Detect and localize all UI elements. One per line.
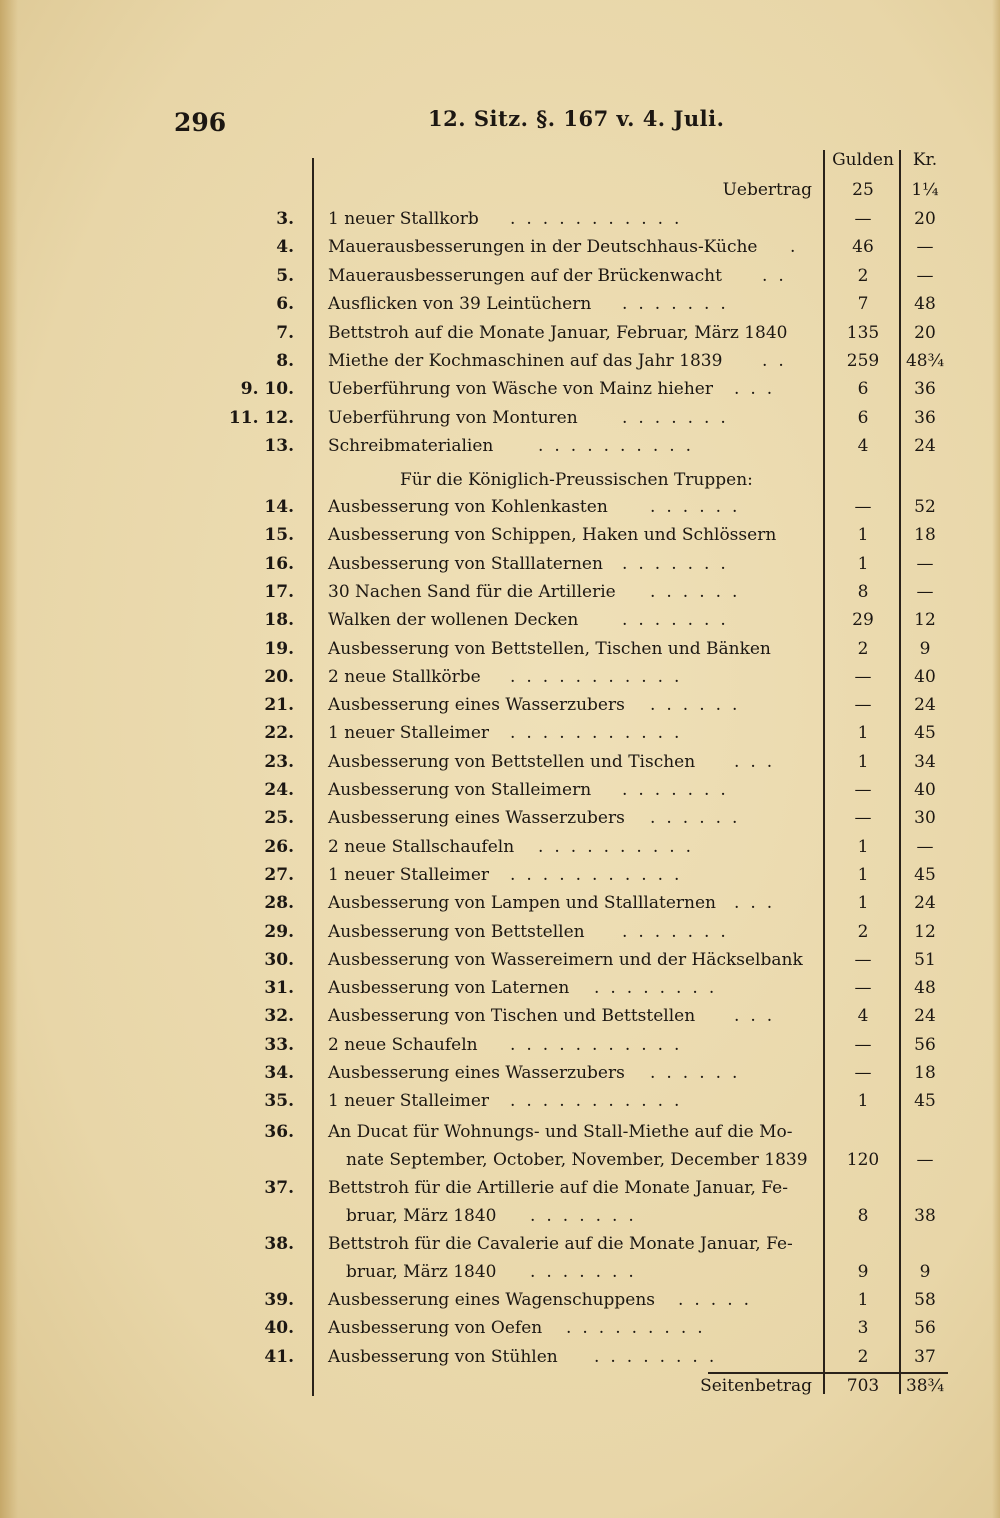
leader-dots: ... xyxy=(734,751,784,772)
item-description: Ueberführung von Monturen xyxy=(328,407,578,428)
item-description: Schreibmaterialien xyxy=(328,436,494,457)
leader-dots: .. xyxy=(762,265,795,286)
kreuzer-value: 40 xyxy=(914,780,936,800)
gulden-value: — xyxy=(854,978,872,999)
kreuzer-value: 38 xyxy=(914,1206,936,1226)
item-description: Bettstroh auf die Monate Januar, Februar, März 1840 xyxy=(328,322,788,343)
gulden-value: 1 xyxy=(857,1091,869,1112)
item-number: 32. xyxy=(264,1006,294,1027)
item-description: Ausbesserung eines Wasserzubers xyxy=(328,808,625,829)
leader-dots: ....... xyxy=(622,780,737,800)
gulden-value: 7 xyxy=(857,294,869,315)
leader-dots: ....... xyxy=(622,921,737,942)
item-number: 18. xyxy=(264,610,294,631)
gulden-value: — xyxy=(854,497,872,517)
item-description: Ueberführung von Wäsche von Mainz hieher xyxy=(328,379,713,400)
item-number: 24. xyxy=(264,780,294,800)
table-row xyxy=(0,695,1000,723)
gulden-value: 1 xyxy=(857,864,869,885)
leader-dots: ........... xyxy=(510,1034,691,1055)
leader-dots: ....... xyxy=(622,610,737,631)
kreuzer-value: 9 xyxy=(919,638,931,659)
gulden-value: 9 xyxy=(857,1262,869,1282)
item-number: 37. xyxy=(264,1178,294,1198)
item-description: 2 neue Schaufeln xyxy=(328,1034,478,1055)
table-row xyxy=(0,922,1000,950)
gulden-value: 29 xyxy=(852,610,874,631)
kreuzer-value: — xyxy=(916,553,934,574)
table-row xyxy=(0,436,1000,464)
leader-dots: ...... xyxy=(650,581,749,602)
gulden-value: 1 xyxy=(857,1290,869,1310)
kreuzer-value: 48 xyxy=(914,294,936,315)
gulden-value: — xyxy=(854,1063,872,1083)
item-description: Ausbesserung von Schippen, Haken und Schlössern xyxy=(328,525,777,546)
leader-dots: ....... xyxy=(622,407,737,428)
gulden-value: 6 xyxy=(857,407,869,428)
leader-dots: ........... xyxy=(510,723,691,744)
page-total-label: Seitenbetrag xyxy=(700,1376,812,1396)
table-row xyxy=(0,978,1000,1006)
gulden-value: 120 xyxy=(846,1150,880,1170)
table-row xyxy=(0,1234,1000,1262)
item-description: Ausbesserung von Bettstellen xyxy=(328,921,585,942)
leader-dots: ........... xyxy=(510,666,691,687)
table-row xyxy=(0,1290,1000,1318)
gulden-value: — xyxy=(854,695,872,716)
item-description: Ausbesserung von Laternen xyxy=(328,978,570,999)
item-description: 2 neue Stallschaufeln xyxy=(328,836,515,857)
item-description: Ausflicken von 39 Leintüchern xyxy=(328,294,592,315)
table-row xyxy=(0,808,1000,836)
item-number: 16. xyxy=(264,553,294,574)
gulden-value: 6 xyxy=(857,379,869,400)
leader-dots: ....... xyxy=(530,1206,645,1226)
item-number: 3. xyxy=(276,209,294,229)
item-number: 35. xyxy=(264,1091,294,1112)
leader-dots: . xyxy=(790,237,807,258)
carry-over-amounts xyxy=(0,180,1000,208)
kreuzer-value: 48¾ xyxy=(905,351,945,371)
kreuzer-value: — xyxy=(916,265,934,286)
leader-dots: ........... xyxy=(510,864,691,885)
leader-dots: ... xyxy=(734,1006,784,1027)
leader-dots: .......... xyxy=(538,836,703,857)
leader-dots: ..... xyxy=(678,1290,761,1310)
item-number: 30. xyxy=(264,949,294,970)
section-heading: Für die Königlich-Preussischen Truppen: xyxy=(400,470,753,490)
item-description: nate September, October, November, December 1839 xyxy=(346,1150,808,1170)
kreuzer-value: — xyxy=(916,581,934,602)
item-description: 1 neuer Stalleimer xyxy=(328,1091,490,1112)
table-row xyxy=(0,554,1000,582)
leader-dots: ...... xyxy=(650,695,749,716)
item-description: Mauerausbesserungen in der Deutschhaus-Küche xyxy=(328,237,758,258)
gulden-value: 2 xyxy=(857,1346,869,1367)
item-number: 33. xyxy=(264,1034,294,1055)
item-description: Ausbesserung von Kohlenkasten xyxy=(328,497,608,517)
carry-over-label: Uebertrag xyxy=(722,180,812,200)
item-description: Ausbesserung von Tischen und Bettstellen xyxy=(328,1006,696,1027)
gulden-value: — xyxy=(854,780,872,800)
kreuzer-value: 34 xyxy=(914,751,936,772)
table-row xyxy=(0,950,1000,978)
item-description: Mauerausbesserungen auf der Brückenwacht xyxy=(328,265,722,286)
item-number: 41. xyxy=(264,1346,294,1367)
kreuzer-value: 1¼ xyxy=(911,180,939,200)
leader-dots: ....... xyxy=(530,1262,645,1282)
kreuzer-value: 37 xyxy=(914,1346,936,1367)
table-row xyxy=(0,1347,1000,1375)
running-head: 12. Sitz. §. 167 v. 4. Juli. xyxy=(428,106,725,131)
table-row xyxy=(0,780,1000,808)
item-number: 25. xyxy=(264,808,294,829)
table-row xyxy=(0,1063,1000,1091)
table-row xyxy=(0,865,1000,893)
item-number: 11. 12. xyxy=(228,407,294,428)
item-number: 31. xyxy=(264,978,294,999)
item-number: 40. xyxy=(264,1318,294,1339)
item-description: 1 neuer Stalleimer xyxy=(328,723,490,744)
kreuzer-value: 48 xyxy=(914,978,936,999)
leader-dots: ...... xyxy=(650,497,749,517)
item-description: bruar, März 1840 xyxy=(346,1262,497,1282)
kreuzer-value: 51 xyxy=(914,949,936,970)
leader-dots: ... xyxy=(734,893,784,914)
kreuzer-value: 56 xyxy=(914,1318,936,1339)
kreuzer-value: 24 xyxy=(914,436,936,457)
gulden-value: 8 xyxy=(857,1206,869,1226)
table-row-continuation xyxy=(0,1150,1000,1178)
table-row xyxy=(0,323,1000,351)
gulden-value: — xyxy=(854,1034,872,1055)
kreuzer-value: 20 xyxy=(914,322,936,343)
item-description: Ausbesserung von Stalleimern xyxy=(328,780,592,800)
item-number: 39. xyxy=(264,1290,294,1310)
item-number: 19. xyxy=(264,638,294,659)
kreuzer-value: 24 xyxy=(914,695,936,716)
kreuzer-column-header: Kr. xyxy=(912,150,938,170)
kreuzer-value: 12 xyxy=(914,610,936,631)
table-row xyxy=(0,752,1000,780)
item-number: 22. xyxy=(264,723,294,744)
table-row xyxy=(0,837,1000,865)
item-description: 30 Nachen Sand für die Artillerie xyxy=(328,581,616,602)
item-number: 20. xyxy=(264,666,294,687)
item-number: 6. xyxy=(276,294,294,315)
table-row xyxy=(0,893,1000,921)
leader-dots: ....... xyxy=(622,553,737,574)
item-description: 2 neue Stallkörbe xyxy=(328,666,481,687)
item-number: 9. 10. xyxy=(240,379,294,400)
item-description: Ausbesserung eines Wagenschuppens xyxy=(328,1290,656,1310)
kreuzer-value: — xyxy=(916,237,934,258)
kreuzer-value: 24 xyxy=(914,1006,936,1027)
table-row xyxy=(0,582,1000,610)
gulden-value: 1 xyxy=(857,836,869,857)
item-description: Ausbesserung von Stalllaternen xyxy=(328,553,603,574)
gulden-value: 2 xyxy=(857,265,869,286)
leader-dots: ...... xyxy=(650,808,749,829)
item-number: 8. xyxy=(276,351,294,371)
table-row xyxy=(0,294,1000,322)
item-number: 14. xyxy=(264,497,294,517)
gulden-value: 8 xyxy=(857,581,869,602)
table-row xyxy=(0,1091,1000,1119)
item-description: Ausbesserung von Oefen xyxy=(328,1318,543,1339)
item-description: Miethe der Kochmaschinen auf das Jahr 1839 xyxy=(328,351,723,371)
table-row-continuation xyxy=(0,1262,1000,1290)
item-number: 17. xyxy=(264,581,294,602)
item-number: 23. xyxy=(264,751,294,772)
kreuzer-value: 45 xyxy=(914,1091,936,1112)
table-row xyxy=(0,1006,1000,1034)
gulden-value: 4 xyxy=(857,1006,869,1027)
kreuzer-value: 9 xyxy=(919,1262,931,1282)
item-number: 29. xyxy=(264,921,294,942)
item-number: 27. xyxy=(264,864,294,885)
kreuzer-value: — xyxy=(916,836,934,857)
table-row xyxy=(0,266,1000,294)
gulden-value: 2 xyxy=(857,638,869,659)
item-number: 21. xyxy=(264,695,294,716)
table-row xyxy=(0,525,1000,553)
gulden-total: 703 xyxy=(846,1376,880,1396)
leader-dots: ...... xyxy=(650,1063,749,1083)
kreuzer-value: 20 xyxy=(914,209,936,229)
kreuzer-value: 45 xyxy=(914,723,936,744)
item-description: Walken der wollenen Decken xyxy=(328,610,579,631)
kreuzer-value: 18 xyxy=(914,525,936,546)
kreuzer-value: 24 xyxy=(914,893,936,914)
gulden-value: 1 xyxy=(857,553,869,574)
table-row xyxy=(0,1178,1000,1206)
item-description: Ausbesserung von Bettstellen, Tischen und Bänken xyxy=(328,638,771,659)
table-row xyxy=(0,209,1000,237)
item-description: Bettstroh für die Cavalerie auf die Monate Januar, Fe- xyxy=(328,1234,793,1254)
gulden-value: 1 xyxy=(857,723,869,744)
item-description: An Ducat für Wohnungs- und Stall-Miethe auf die Mo- xyxy=(328,1122,793,1142)
table-row xyxy=(0,667,1000,695)
kreuzer-total: 38¾ xyxy=(905,1376,945,1396)
gulden-value: 259 xyxy=(846,351,880,371)
item-description: Ausbesserung von Lampen und Stalllaternen xyxy=(328,893,716,914)
table-row xyxy=(0,639,1000,667)
gulden-value: — xyxy=(854,666,872,687)
item-number: 13. xyxy=(264,436,294,457)
gulden-value: — xyxy=(854,808,872,829)
item-description: Ausbesserung eines Wasserzubers xyxy=(328,1063,625,1083)
gulden-value: 2 xyxy=(857,921,869,942)
gulden-value: 3 xyxy=(857,1318,869,1339)
gulden-value: 46 xyxy=(852,237,874,258)
leader-dots: ........... xyxy=(510,209,691,229)
table-row xyxy=(0,610,1000,638)
leader-dots: ........... xyxy=(510,1091,691,1112)
item-description: Ausbesserung eines Wasserzubers xyxy=(328,695,625,716)
table-row xyxy=(0,237,1000,265)
leader-dots: .......... xyxy=(538,436,703,457)
kreuzer-value: 36 xyxy=(914,407,936,428)
page-number: 296 xyxy=(174,108,227,137)
table-row xyxy=(0,408,1000,436)
item-number: 28. xyxy=(264,893,294,914)
item-description: bruar, März 1840 xyxy=(346,1206,497,1226)
kreuzer-value: 45 xyxy=(914,864,936,885)
leader-dots: ....... xyxy=(622,294,737,315)
gulden-column-header: Gulden xyxy=(832,150,894,170)
item-description: 1 neuer Stalleimer xyxy=(328,864,490,885)
page-total-amounts xyxy=(0,1376,1000,1404)
item-number: 15. xyxy=(264,525,294,546)
item-number: 36. xyxy=(264,1122,294,1142)
item-description: Bettstroh für die Artillerie auf die Monate Januar, Fe- xyxy=(328,1178,788,1198)
kreuzer-value: 30 xyxy=(914,808,936,829)
kreuzer-value: 12 xyxy=(914,921,936,942)
gulden-value: — xyxy=(854,209,872,229)
item-number: 4. xyxy=(276,237,294,258)
gulden-value: 1 xyxy=(857,751,869,772)
table-row xyxy=(0,723,1000,751)
kreuzer-value: 40 xyxy=(914,666,936,687)
table-row-continuation xyxy=(0,1206,1000,1234)
kreuzer-value: 18 xyxy=(914,1063,936,1083)
leader-dots: ......... xyxy=(566,1318,714,1339)
leader-dots: ........ xyxy=(594,1346,726,1367)
item-number: 7. xyxy=(276,322,294,343)
table-row xyxy=(0,351,1000,379)
leader-dots: ... xyxy=(734,379,784,400)
item-number: 5. xyxy=(276,265,294,286)
kreuzer-value: 56 xyxy=(914,1034,936,1055)
gulden-value: 1 xyxy=(857,893,869,914)
gulden-value: 135 xyxy=(846,322,880,343)
kreuzer-value: — xyxy=(916,1150,934,1170)
item-description: 1 neuer Stallkorb xyxy=(328,209,479,229)
item-number: 26. xyxy=(264,836,294,857)
kreuzer-value: 58 xyxy=(914,1290,936,1310)
kreuzer-value: 36 xyxy=(914,379,936,400)
table-row xyxy=(0,1122,1000,1150)
table-row xyxy=(0,1318,1000,1346)
gulden-value: 25 xyxy=(852,180,874,200)
leader-dots: ........ xyxy=(594,978,726,999)
item-number: 38. xyxy=(264,1234,294,1254)
gulden-value: 1 xyxy=(857,525,869,546)
gulden-value: 4 xyxy=(857,436,869,457)
kreuzer-value: 52 xyxy=(914,497,936,517)
item-description: Ausbesserung von Stühlen xyxy=(328,1346,558,1367)
item-description: Ausbesserung von Wassereimern und der Häckselbank xyxy=(328,949,803,970)
item-number: 34. xyxy=(264,1063,294,1083)
table-row xyxy=(0,497,1000,525)
table-row xyxy=(0,1035,1000,1063)
item-description: Ausbesserung von Bettstellen und Tischen xyxy=(328,751,696,772)
leader-dots: .. xyxy=(762,351,795,371)
table-row xyxy=(0,379,1000,407)
gulden-value: — xyxy=(854,949,872,970)
